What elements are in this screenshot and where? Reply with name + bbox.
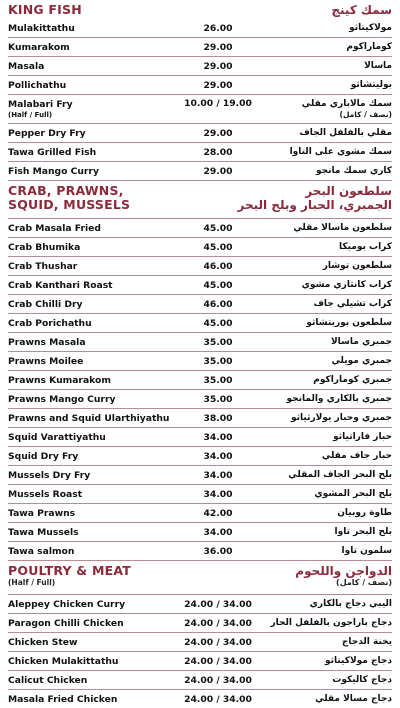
item-price: 34.00 <box>203 488 233 500</box>
list-item <box>8 466 392 485</box>
item-price: 29.00 <box>203 127 233 139</box>
item-price: 34.00 <box>203 526 233 538</box>
item-price: 35.00 <box>203 393 233 405</box>
list-item <box>8 19 392 38</box>
section-title-en: KING FISH <box>8 2 82 17</box>
list-item <box>8 295 392 314</box>
item-name-ar: بلح البحر تاوا <box>334 527 392 537</box>
section-header <box>8 0 392 19</box>
list-item <box>8 314 392 333</box>
item-price: 45.00 <box>203 317 233 329</box>
item-name-ar: اليبي دجاج بالكاري <box>309 599 392 609</box>
item-name: Mulakittathu <box>8 22 75 34</box>
item-name: Crab Masala Fried <box>8 222 101 234</box>
item-name-ar: جمبري مويلي <box>331 356 392 366</box>
item-name: Crab Kanthari Roast <box>8 279 113 291</box>
item-name: Tawa salmon <box>8 545 75 557</box>
section-title-en-block <box>8 184 130 212</box>
list-item <box>8 124 392 143</box>
item-name-block <box>8 99 178 119</box>
item-name: Malabari Fry <box>8 99 73 110</box>
section-crab-prawns-squid-mussels <box>8 181 392 561</box>
section-poultry-meat <box>8 561 392 708</box>
list-item <box>8 238 392 257</box>
section-title-ar-block <box>238 184 393 212</box>
item-name: Paragon Chilli Chicken <box>8 617 124 629</box>
item-price: 24.00 / 34.00 <box>184 674 252 686</box>
item-price: 46.00 <box>203 260 233 272</box>
item-price: 29.00 <box>203 165 233 177</box>
item-name: Prawns Mango Curry <box>8 393 116 405</box>
item-name: Mussels Dry Fry <box>8 469 91 481</box>
list-item <box>8 352 392 371</box>
item-name: Prawns Masala <box>8 336 86 348</box>
item-name-ar: كراب بوميكا <box>339 242 392 252</box>
section-portion-note-ar: (نصف / كامل) <box>336 578 392 587</box>
list-item <box>8 633 392 652</box>
item-name: Prawns Moilee <box>8 355 84 367</box>
item-name-ar: ماسالا <box>364 61 392 71</box>
section-title-en: CRAB, PRAWNS, <box>8 183 124 198</box>
section-title-en: POULTRY & MEAT <box>8 563 131 578</box>
list-item <box>8 390 392 409</box>
item-price: 35.00 <box>203 355 233 367</box>
item-name: Pollichathu <box>8 79 67 91</box>
item-name-ar: حبار جاف مقلي <box>321 451 392 461</box>
item-name: Squid Varattiyathu <box>8 431 106 443</box>
list-item <box>8 690 392 708</box>
section-title-ar-line2: الجمبري، الحبار وبلح البحر <box>237 198 392 212</box>
item-name: Kumarakom <box>8 41 70 53</box>
section-title-ar: سلطعون البحر <box>305 184 392 198</box>
item-name-ar: سلمون تاوا <box>341 546 392 556</box>
item-price: 46.00 <box>203 298 233 310</box>
item-name: Masala <box>8 60 45 72</box>
item-name: Masala Fried Chicken <box>8 693 118 705</box>
section-header <box>8 181 392 219</box>
item-name-ar: سلطعون ماسالا مقلي <box>293 223 392 233</box>
item-name: Prawns and Squid Ularthiyathu <box>8 412 170 424</box>
list-item <box>8 652 392 671</box>
item-name-ar: جمبري وحبار يولارثياثو <box>291 413 392 423</box>
item-name-ar: حبار فاراتياثو <box>333 432 392 442</box>
section-title-ar: سمك كينج <box>331 3 392 17</box>
list-item <box>8 76 392 95</box>
item-name: Calicut Chicken <box>8 674 88 686</box>
item-price: 29.00 <box>203 41 233 53</box>
list-item <box>8 143 392 162</box>
list-item <box>8 595 392 614</box>
item-name-ar: جمبري ماسالا <box>330 337 392 347</box>
section-title-en-block <box>8 564 131 587</box>
item-name-ar: كوماراكوم <box>346 42 392 52</box>
item-price: 34.00 <box>203 431 233 443</box>
item-name: Crab Thushar <box>8 260 78 272</box>
list-item <box>8 219 392 238</box>
list-item <box>8 614 392 633</box>
item-price: 35.00 <box>203 374 233 386</box>
item-price: 38.00 <box>203 412 233 424</box>
list-item <box>8 371 392 390</box>
item-name: Tawa Mussels <box>8 526 79 538</box>
item-name: Fish Mango Curry <box>8 165 99 177</box>
list-item <box>8 257 392 276</box>
list-item <box>8 671 392 690</box>
item-name-ar: دجاج باراجون بالفلفل الحار <box>270 618 392 628</box>
section-portion-note: (Half / Full) <box>8 578 56 587</box>
item-price: 24.00 / 34.00 <box>184 693 252 705</box>
item-price: 34.00 <box>203 450 233 462</box>
item-name: Squid Dry Fry <box>8 450 79 462</box>
item-price: 42.00 <box>203 507 233 519</box>
item-name-ar: سلطعون بوريتشاثو <box>306 318 392 328</box>
item-name-ar: سمك مالاباري مقلي <box>301 99 392 109</box>
item-price: 35.00 <box>203 336 233 348</box>
item-price: 36.00 <box>203 545 233 557</box>
item-price: 34.00 <box>203 469 233 481</box>
item-price: 45.00 <box>203 241 233 253</box>
item-name-ar: دجاج مولاكيتاثو <box>324 656 392 666</box>
item-price: 24.00 / 34.00 <box>184 598 252 610</box>
item-portion-note: (Half / Full) <box>8 111 53 119</box>
item-name: Mussels Roast <box>8 488 83 500</box>
item-name: Tawa Prawns <box>8 507 76 519</box>
list-item <box>8 447 392 466</box>
item-name: Tawa Grilled Fish <box>8 146 97 158</box>
item-name-ar: سمك مشوي على التاوا <box>289 147 392 157</box>
item-name: Crab Bhumika <box>8 241 81 253</box>
item-name-ar: يخنة الدجاج <box>341 637 392 647</box>
section-king-fish <box>8 0 392 181</box>
list-item <box>8 57 392 76</box>
section-title-en-line2: SQUID, MUSSELS <box>8 197 131 212</box>
item-name-ar: مقلي بالفلفل الجاف <box>299 128 392 138</box>
item-name: Chicken Stew <box>8 636 78 648</box>
item-name-ar: بلح البحر المشوي <box>314 489 392 499</box>
list-item <box>8 523 392 542</box>
item-name-ar: بوليتشاثو <box>350 80 392 90</box>
list-item <box>8 38 392 57</box>
item-price: 45.00 <box>203 222 233 234</box>
item-price: 24.00 / 34.00 <box>184 655 252 667</box>
item-name-ar: بلح البحر الجاف المقلي <box>288 470 392 480</box>
list-item <box>8 333 392 352</box>
item-price: 24.00 / 34.00 <box>184 617 252 629</box>
list-item <box>8 485 392 504</box>
item-price: 10.00 / 19.00 <box>184 98 252 109</box>
item-name-ar: كاري سمك مانجو <box>315 166 392 176</box>
list-item <box>8 504 392 523</box>
list-item <box>8 276 392 295</box>
item-name-ar-block <box>258 99 392 119</box>
item-price: 26.00 <box>203 22 233 34</box>
item-price: 28.00 <box>203 146 233 158</box>
section-title-ar-block <box>295 564 392 587</box>
item-price: 29.00 <box>203 79 233 91</box>
item-price: 45.00 <box>203 279 233 291</box>
item-name-ar: جمبري بالكاري والمانجو <box>286 394 392 404</box>
item-name-ar: دجاج مسالا مقلي <box>315 694 392 704</box>
item-portion-note-ar: (نصف / كامل) <box>339 110 392 119</box>
item-name-ar: كراب كانثاري مشوي <box>301 280 392 290</box>
list-item <box>8 95 392 124</box>
list-item <box>8 542 392 561</box>
menu <box>8 0 392 708</box>
item-name-ar: مولاكيتاثو <box>349 23 392 33</box>
item-name: Chicken Mulakittathu <box>8 655 119 667</box>
item-price: 29.00 <box>203 60 233 72</box>
list-item <box>8 162 392 181</box>
item-name-ar: جمبري كوماراكوم <box>313 375 392 385</box>
item-name-ar: كراب تشيلي جاف <box>313 299 392 309</box>
item-name-ar: دجاج كاليكوت <box>332 675 392 685</box>
list-item <box>8 428 392 447</box>
item-name-ar: طاوة روبيان <box>337 508 392 518</box>
section-title-ar: الدواجن واللحوم <box>295 564 392 578</box>
item-name: Crab Chilli Dry <box>8 298 83 310</box>
item-name-ar: سلطعون توشار <box>322 261 392 271</box>
section-header <box>8 561 392 595</box>
item-price: 24.00 / 34.00 <box>184 636 252 648</box>
item-name: Crab Porichathu <box>8 317 92 329</box>
item-name: Prawns Kumarakom <box>8 374 111 386</box>
list-item <box>8 409 392 428</box>
item-name: Pepper Dry Fry <box>8 127 86 139</box>
item-name: Aleppey Chicken Curry <box>8 598 126 610</box>
